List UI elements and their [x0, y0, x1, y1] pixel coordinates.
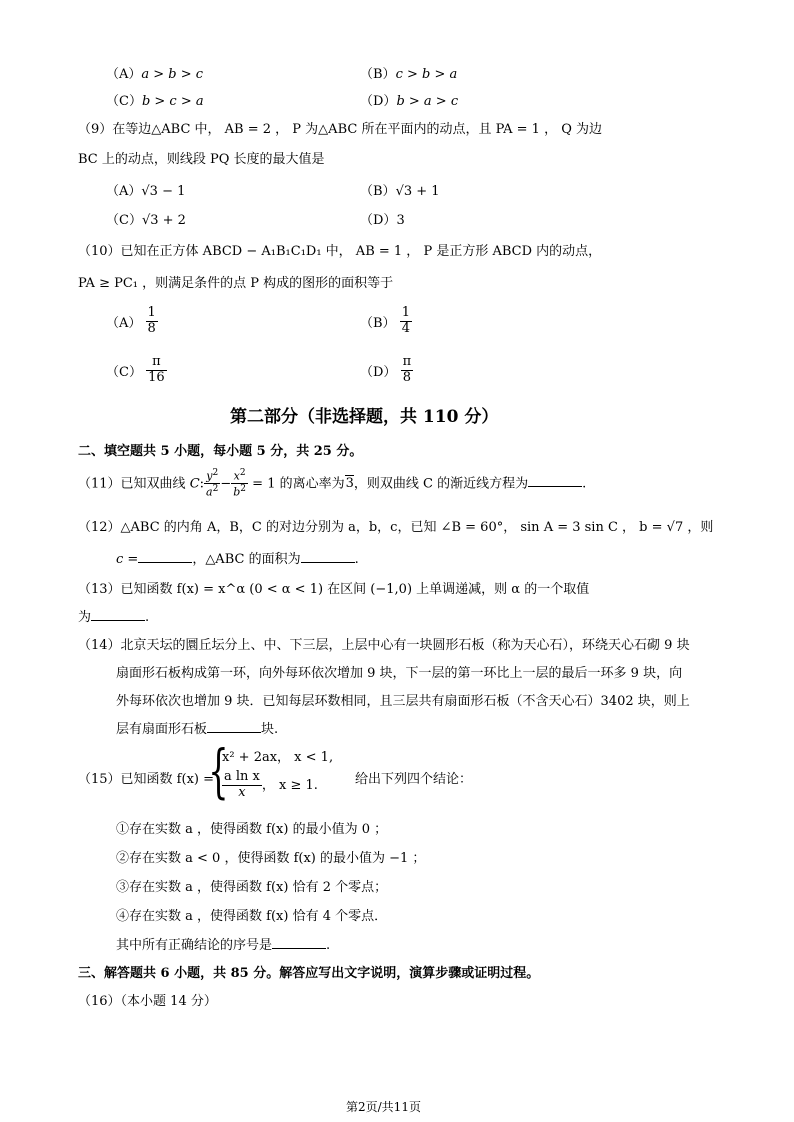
q14-answer-blank: [207, 720, 261, 733]
q15-post: 给出下列四个结论：: [355, 772, 473, 787]
q9-stem-line2: BC 上的动点，则线段 PQ 长度的最大值是: [78, 152, 325, 167]
page-footer: 第2页/共11页: [346, 1100, 421, 1114]
q16-header: （16）（本小题 14 分）: [78, 994, 217, 1009]
q10-c-numerator: π: [146, 355, 167, 371]
q10-a-numerator: 1: [147, 305, 156, 320]
q14-line1: （14）北京天坛的圜丘坛分上、中、下三层，上层中心有一块圆形石板（称为天心石），环绕天心石砌 9 块: [78, 638, 690, 653]
q14-line2: 扇面形石板构成第一环，向外每环依次增加 9 块，下一层的第一环比上一层的最后一环多 9 块，向: [116, 666, 683, 681]
q13-line1: （13）已知函数 f(x) = x^α (0 < α < 1) 在区间 (−1,0) 上单调递减，则 α 的一个取值: [78, 582, 590, 597]
q10-b-numerator: 1: [401, 305, 410, 320]
q10-option-c: （C） $\frac{\pi}{16}$: [106, 354, 165, 385]
q15-case2: $\frac{\text{a ln x}}{x}$ ， x ≥ 1.: [224, 769, 318, 800]
q10-d-numerator: π: [402, 354, 412, 369]
q9-option-a: （A）√3 − 1: [106, 184, 186, 199]
q10-d-denominator: 8: [402, 369, 411, 385]
q10-c-denominator: 16: [148, 369, 165, 385]
q11: （11）已知双曲线 C: $\frac{y^2}{a^2}$ − $\frac{x^2}{b^2}$ = 1 的离心率为3，则双曲线 C 的渐近线方程为 .: [78, 468, 587, 499]
q13-answer-blank: [91, 608, 145, 621]
q9-stem-line1: （9）在等边△ABC 中， AB = 2 ， P 为△ABC 所在平面内的动点，且 PA = 1 ， Q 为边: [78, 122, 603, 137]
q9-option-d: （D）3: [360, 213, 405, 228]
q8-option-c: （C）b > c > a: [106, 94, 204, 109]
q15-statement-3: ③存在实数 a ，使得函数 f(x) 恰有 2 个零点；: [116, 880, 388, 895]
q11-answer-blank: [528, 474, 582, 487]
q9-option-b: （B）√3 + 1: [360, 184, 440, 199]
q14-line4: 层有扇面形石板 块.: [116, 722, 279, 737]
q8-option-d: （D）b > a > c: [360, 94, 459, 109]
q15-stem: （15）已知函数 f(x) =: [78, 772, 214, 787]
q10-b-denominator: 4: [401, 320, 410, 336]
q12-c-blank: [138, 550, 192, 563]
q8-option-b: （B）c > b > a: [360, 67, 458, 82]
q9-option-c: （C）√3 + 2: [106, 213, 186, 228]
q15-statement-1: ①存在实数 a ，使得函数 f(x) 的最小值为 0 ；: [116, 822, 388, 837]
q10-stem-line1: （10）已知在正方体 ABCD − A₁B₁C₁D₁ 中， AB = 1 ， P 是正方形 ABCD 内的动点，: [78, 244, 602, 259]
q15-statement-2: ②存在实数 a < 0 ，使得函数 f(x) 的最小值为 −1 ；: [116, 851, 426, 866]
q10-a-denominator: 8: [147, 320, 156, 336]
part2-title: 第二部分（非选择题，共 110 分）: [230, 407, 499, 427]
q15-answer-blank: [272, 936, 326, 949]
q12-area-blank: [301, 550, 355, 563]
q12-line2: c = ，△ABC 的面积为 .: [116, 552, 359, 567]
q14-line3: 外每环依次也增加 9 块．已知每层环数相同，且三层共有扇面形石板（不含天心石）3402 块，则上: [116, 694, 690, 709]
section3-heading: 三、解答题共 6 小题，共 85 分。解答应写出文字说明，演算步骤或证明过程。: [78, 966, 540, 981]
q8-option-a: （A）a > b > c: [106, 67, 204, 82]
q15-brace: {: [208, 737, 229, 805]
q10-stem-line2: PA ≥ PC₁ ，则满足条件的点 P 构成的图形的面积等于: [78, 276, 394, 291]
q10-option-d: （D） $\frac{\pi}{8}$: [360, 354, 412, 385]
q13-line2: 为 .: [78, 610, 150, 625]
q15-statement-4: ④存在实数 a ，使得函数 f(x) 恰有 4 个零点．: [116, 909, 388, 924]
q10-option-a: （A） $\frac{1}{8}$: [106, 305, 156, 336]
q15-conclusion: 其中所有正确结论的序号是 .: [116, 938, 331, 953]
q15-case1: x² + 2ax， x < 1,: [222, 750, 334, 765]
q12-line1: （12）△ABC 的内角 A，B，C 的对边分别为 a，b，c，已知 ∠B = 60°， sin A = 3 sin C ， b = √7 ，则: [78, 520, 714, 535]
q10-option-b: （B） $\frac{1}{4}$: [360, 305, 410, 336]
section2-heading: 二、填空题共 5 小题，每小题 5 分，共 25 分。: [78, 444, 363, 459]
